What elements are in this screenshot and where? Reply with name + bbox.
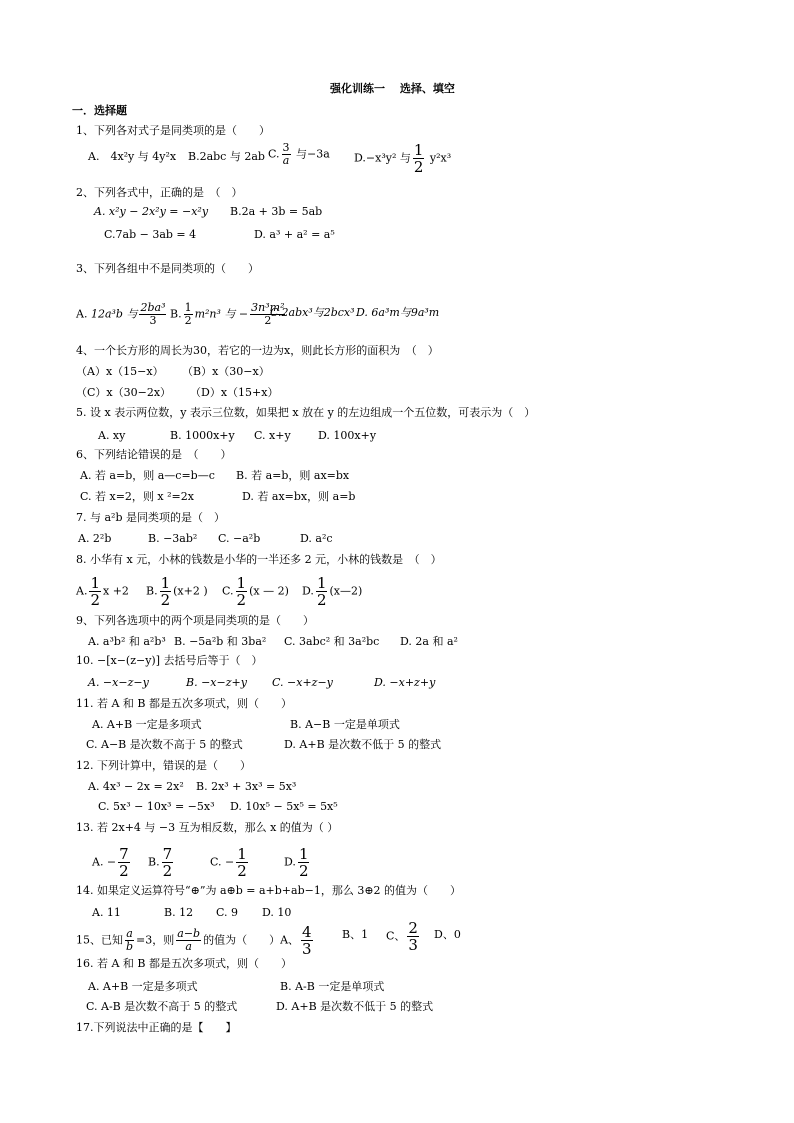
question-14-stem: 14. 如果定义运算符号“⊕”为 a⊕b = a+b+ab−1，那么 3⊕2 的值为（ ）	[76, 884, 462, 897]
question-15-option-d: D、0	[434, 928, 461, 941]
question-16-option-a: A. A+B 一定是多项式	[88, 980, 198, 993]
question-10-option-b: B. −x−z+y	[186, 676, 247, 689]
question-4-option-d: （D）x（15+x）	[190, 386, 279, 399]
question-6-option-a: A. 若 a=b，则 a—c=b—c	[80, 469, 215, 482]
question-12-option-b: B. 2x³ + 3x³ = 5x³	[196, 780, 297, 793]
question-2-option-d: D. a³ + a² = a⁵	[254, 228, 335, 241]
question-8-option-d: D. $\frac{1}{2}$ (x—2)	[302, 574, 363, 609]
question-7-option-c: C. −a²b	[218, 532, 261, 545]
question-6-option-b: B. 若 a=b，则 ax=bx	[236, 469, 350, 482]
question-4-option-a: （A）x（15−x）	[76, 365, 164, 378]
question-3-option-b: B. $\frac{1}{2}$ m²n³ 与 − $\frac{\text{3n³m²}}{2}$	[170, 301, 285, 327]
question-16-option-d: D. A+B 是次数不低于 5 的整式	[276, 1000, 434, 1013]
question-3-option-d: D. 6a³m与9a³m	[356, 306, 440, 319]
question-3-option-a: A. 12a³b 与 $\frac{\text{2ba³}}{3}$	[76, 301, 166, 327]
question-6-option-d: D. 若 ax=bx，则 a=b	[242, 490, 356, 503]
question-14-option-c: C. 9	[216, 906, 239, 919]
question-12-option-d: D. 10x⁵ − 5x⁵ = 5x⁵	[230, 800, 338, 813]
question-14-option-a: A. 11	[92, 906, 121, 919]
question-15: 15、已知 $\frac{a}{b}$ =3，则 $\frac{a-b}{a}$ 的值为（ ）A、 $\frac{4}{3}$	[76, 923, 312, 958]
question-6-option-c: C. 若 x=2，则 x ²=2x	[80, 490, 194, 503]
question-15-option-c: C、 $\frac{2}{3}$	[386, 919, 418, 954]
question-11-stem: 11. 若 A 和 B 都是五次多项式，则（ ）	[76, 697, 293, 710]
question-9-option-c: C. 3abc² 和 3a²bc	[284, 635, 380, 648]
question-1-option-b: B.2abc 与 2ab	[188, 150, 265, 163]
question-11-option-a: A. A+B 一定是多项式	[92, 718, 202, 731]
question-2-option-a: A. x²y − 2x²y = −x²y	[94, 205, 209, 218]
question-11-option-c: C. A−B 是次数不高于 5 的整式	[86, 738, 243, 751]
question-11-option-d: D. A+B 是次数不低于 5 的整式	[284, 738, 442, 751]
question-8-stem: 8. 小华有 x 元，小林的钱数是小华的一半还多 2 元，小林的钱数是 （ ）	[76, 553, 442, 566]
question-10-option-c: C. −x+z−y	[272, 676, 333, 689]
page-title: 强化训练一 选择、填空	[330, 82, 455, 95]
question-4-option-b: （B）x（30−x）	[182, 365, 270, 378]
question-7-option-b: B. −3ab²	[148, 532, 198, 545]
question-9-option-b: B. −5a²b 和 3ba²	[174, 635, 267, 648]
question-10-option-d: D. −x+z+y	[374, 676, 436, 689]
question-15-option-b: B、1	[342, 928, 369, 941]
question-5-option-b: B. 1000x+y	[170, 429, 235, 442]
question-2-stem: 2、下列各式中，正确的是 （ ）	[76, 186, 243, 199]
question-14-option-b: B. 12	[164, 906, 194, 919]
question-16-stem: 16. 若 A 和 B 都是五次多项式，则（ ）	[76, 957, 293, 970]
question-7-option-a: A. 2²b	[78, 532, 112, 545]
question-2-option-b: B.2a + 3b = 5ab	[230, 205, 323, 218]
question-12-option-c: C. 5x³ − 10x³ = −5x³	[98, 800, 215, 813]
question-5-option-d: D. 100x+y	[318, 429, 377, 442]
question-1-option-c: C. $\frac{3}{a}$ 与−3a	[268, 141, 330, 167]
question-16-option-c: C. A-B 是次数不高于 5 的整式	[86, 1000, 238, 1013]
question-8-option-a: A. $\frac{1}{2}$ x +2	[76, 574, 129, 609]
question-9-stem: 9、下列各选项中的两个项是同类项的是（ ）	[76, 614, 314, 627]
question-13-stem: 13. 若 2x+4 与 −3 互为相反数，那么 x 的值为（ ）	[76, 821, 339, 834]
question-7-stem: 7. 与 a²b 是同类项的是（ ）	[76, 511, 225, 524]
section-heading: 一．选择题	[72, 104, 127, 117]
question-10-option-a: A. −x−z−y	[88, 676, 149, 689]
question-7-option-d: D. a²c	[300, 532, 333, 545]
question-10-stem: 10. −[x−(z−y)] 去括号后等于（ ）	[76, 654, 263, 667]
question-12-stem: 12. 下列计算中，错误的是（ ）	[76, 759, 251, 772]
question-16-option-b: B. A-B 一定是单项式	[280, 980, 385, 993]
question-1-stem: 1、下列各对式子是同类项的是（ ）	[76, 124, 270, 137]
question-5-stem: 5. 设 x 表示两位数，y 表示三位数，如果把 x 放在 y 的左边组成一个五位数，可表示为（ ）	[76, 406, 536, 419]
question-12-option-a: A. 4x³ − 2x = 2x²	[88, 780, 184, 793]
question-8-option-c: C. $\frac{1}{2}$ (x — 2)	[222, 574, 289, 609]
question-8-option-b: B. $\frac{1}{2}$ (x+2 )	[146, 574, 208, 609]
question-5-option-c: C. x+y	[254, 429, 291, 442]
question-4-option-c: （C）x（30−2x）	[76, 386, 172, 399]
question-13-option-a: A. − $\frac{7}{2}$	[92, 845, 129, 880]
question-13-option-d: D. $\frac{1}{2}$	[284, 845, 309, 880]
question-1-option-a: A. 4x²y 与 4y²x	[88, 150, 177, 163]
question-3-option-c: C.2abx³与2bcx³	[270, 306, 355, 319]
question-4-stem: 4、一个长方形的周长为30，若它的一边为x，则此长方形的面积为 （ ）	[76, 344, 439, 357]
question-6-stem: 6、下列结论错误的是 （ ）	[76, 448, 232, 461]
question-13-option-b: B. $\frac{7}{2}$	[148, 845, 173, 880]
question-3-stem: 3、下列各组中不是同类项的（ ）	[76, 262, 259, 275]
question-5-option-a: A. xy	[98, 429, 126, 442]
question-2-option-c: C.7ab − 3ab = 4	[104, 228, 197, 241]
question-14-option-d: D. 10	[262, 906, 292, 919]
question-1-option-d: D.−x³y² 与 $\frac{1}{2}$ y²x³	[354, 141, 452, 176]
question-13-option-c: C. − $\frac{1}{2}$	[210, 845, 247, 880]
question-9-option-d: D. 2a 和 a²	[400, 635, 458, 648]
question-9-option-a: A. a³b² 和 a²b³	[88, 635, 166, 648]
question-11-option-b: B. A−B 一定是单项式	[290, 718, 400, 731]
question-17-stem: 17.下列说法中正确的是【 】	[76, 1021, 237, 1034]
